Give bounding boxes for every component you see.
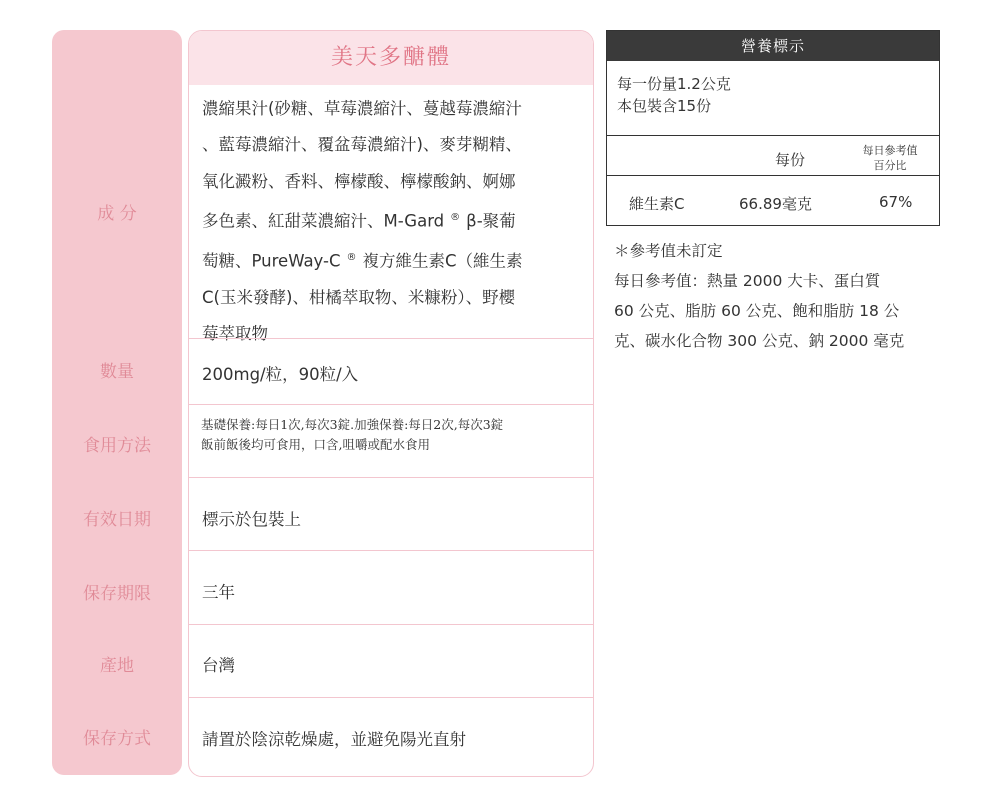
ingredients-line bbox=[202, 200, 587, 240]
col-daily-line: 每日參考值 bbox=[862, 144, 918, 157]
divider bbox=[607, 135, 939, 136]
quantity-value: 200mg/粒，90粒/入 bbox=[202, 365, 359, 384]
note-line: 60 公克、脂肪 60 公克、飽和脂肪 18 公 bbox=[614, 302, 900, 320]
servings-per-pack: 本包裝含15份 bbox=[617, 97, 712, 115]
col-daily-line: 百分比 bbox=[873, 159, 907, 172]
note-star: ＊參考值未訂定 bbox=[614, 242, 723, 260]
col-daily-value bbox=[845, 143, 935, 173]
origin-value: 台灣 bbox=[202, 656, 235, 675]
ingredients-line bbox=[202, 240, 587, 280]
usage-cell bbox=[189, 404, 593, 479]
expiry-cell bbox=[189, 477, 593, 552]
ingredients-line: 氧化澱粉、香料、檸檬酸、檸檬酸鈉、婀娜 bbox=[202, 171, 516, 191]
label-quantity: 數量 bbox=[100, 362, 134, 382]
registered-mark: ® bbox=[450, 212, 461, 224]
nutrient-percent: 67% bbox=[879, 193, 913, 211]
origin-cell bbox=[189, 624, 593, 699]
product-title: 美天多醣體 bbox=[189, 31, 593, 85]
note-line: 克、碳水化合物 300 公克、鈉 2000 毫克 bbox=[614, 332, 905, 350]
divider bbox=[607, 175, 939, 176]
ingredients-segment: 多色素、紅甜菜濃縮汁、M-Gard bbox=[202, 211, 445, 231]
quantity-cell bbox=[189, 338, 593, 412]
nutrition-title: 營養標示 bbox=[607, 31, 939, 61]
ingredients-segment: β-聚葡 bbox=[466, 211, 516, 231]
label-usage: 食用方法 bbox=[83, 436, 151, 456]
ingredients-text bbox=[202, 91, 587, 353]
label-origin: 產地 bbox=[100, 656, 134, 676]
label-ingredients: 成 分 bbox=[97, 204, 137, 224]
col-per-serving: 每份 bbox=[775, 151, 806, 169]
nutrient-amount: 66.89毫克 bbox=[739, 195, 812, 213]
shelf-life-value: 三年 bbox=[202, 583, 235, 602]
usage-line: 基礎保養:每日1次,每次3錠.加強保養:每日2次,每次3錠 bbox=[201, 417, 504, 432]
label-shelf-life: 保存期限 bbox=[83, 584, 151, 604]
storage-value: 請置於陰涼乾燥處，並避免陽光直射 bbox=[202, 730, 466, 749]
shelf-life-cell bbox=[189, 550, 593, 625]
note-line: 每日參考值：熱量 2000 大卡、蛋白質 bbox=[614, 272, 881, 290]
label-expiry: 有效日期 bbox=[83, 510, 151, 530]
nutrition-notes bbox=[614, 236, 944, 356]
ingredients-line: 、藍莓濃縮汁、覆盆莓濃縮汁)、麥芽糊精、 bbox=[202, 135, 522, 155]
ingredients-line: 莓萃取物 bbox=[202, 324, 268, 344]
ingredients-segment: 複方維生素C（維生素 bbox=[362, 251, 523, 271]
label-storage: 保存方式 bbox=[83, 729, 151, 749]
serving-size: 每一份量1.2公克 bbox=[617, 75, 731, 93]
ingredients-segment: 萄糖、PureWay-C bbox=[202, 251, 341, 271]
expiry-value: 標示於包裝上 bbox=[202, 510, 301, 529]
ingredients-line: C(玉米發酵)、柑橘萃取物、米糠粉）、野櫻 bbox=[202, 288, 516, 308]
usage-text bbox=[201, 415, 594, 455]
ingredients-line: 濃縮果汁(砂糖、草莓濃縮汁、蔓越莓濃縮汁 bbox=[202, 99, 522, 118]
storage-cell bbox=[189, 697, 593, 777]
product-info-card bbox=[188, 30, 594, 777]
nutrition-table bbox=[606, 30, 940, 226]
registered-mark: ® bbox=[346, 252, 357, 264]
nutrient-name: 維生素C bbox=[629, 195, 685, 213]
usage-line: 飯前飯後均可食用，口含,咀嚼或配水食用 bbox=[201, 437, 430, 452]
